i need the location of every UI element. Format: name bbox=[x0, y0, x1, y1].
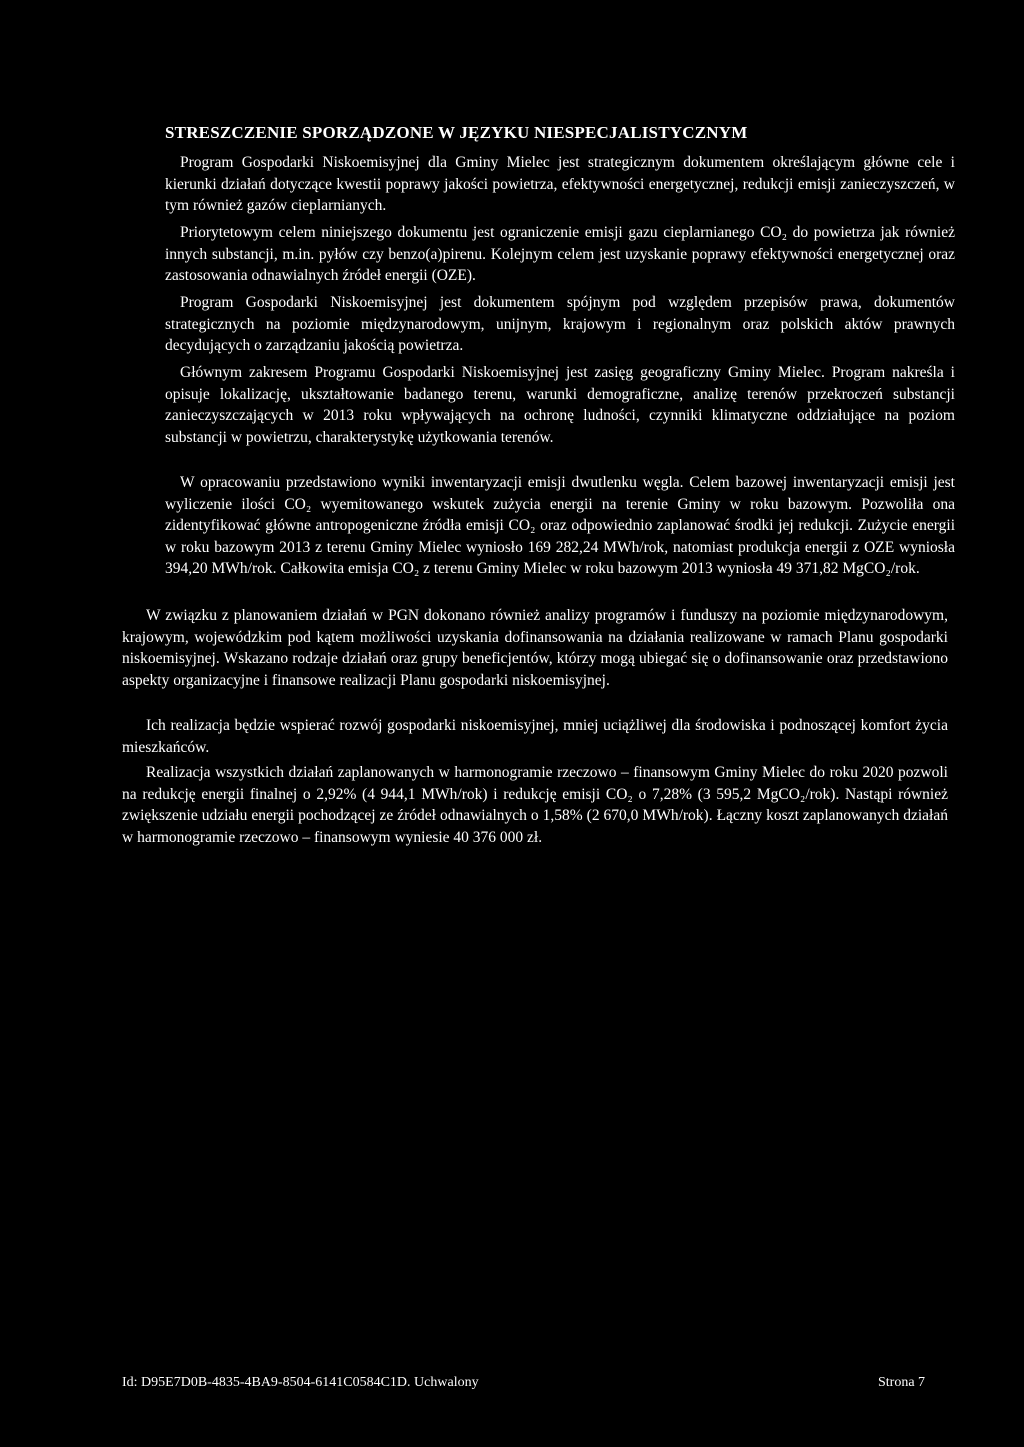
paragraph-scope: Głównym zakresem Programu Gospodarki Niskoemisyjnej jest zasięg geograficzny Gminy Mielec. Program nakreśla i opisuje lokalizację, ukształtowanie badanego terenu, warunki demograficzne, analizę terenów przekroczeń substancji zanieczyszczających w 2013 roku wpływających na ochronę ludności, czynniki klimatyczne oddziałujące na poziom substancji w powietrzu, charakterystykę użytkowania terenów. bbox=[165, 364, 955, 446]
paragraph-coherence: Program Gospodarki Niskoemisyjnej jest dokumentem spójnym pod względem przepisów prawa, dokumentów strategicznych na poziomie międzynarodowym, unijnym, krajowym i regionalnym oraz polskich aktów prawnych decydujących o zarządzaniu jakością powietrza. bbox=[165, 294, 955, 354]
paragraph-funding: W związku z planowaniem działań w PGN dokonano również analizy programów i funduszy na poziomie międzynarodowym, krajowym, wojewódzkim pod kątem możliwości uzyskania dofinansowania na działania realizowane w ramach Planu gospodarki niskoemisyjnej. Wskazano rodzaje działań oraz grupy beneficjentów, którzy mogą ubiegać się o dofinansowanie oraz przedstawiono aspekty organizacyjne i finansowe realizacji Planu gospodarki niskoemisyjnej. bbox=[122, 607, 948, 689]
page-heading: STRESZCZENIE SPORZĄDZONE W JĘZYKU NIESPECJALISTYCZNYM bbox=[165, 123, 748, 142]
paragraph-intro: Program Gospodarki Niskoemisyjnej dla Gminy Mielec jest strategicznym dokumentem określającym główne cele i kierunki działań dotyczące kwestii poprawy jakości powietrza, efektywności energetycznej, redukcji emisji zanieczyszczeń, w tym również gazów cieplarnianych. bbox=[165, 154, 955, 214]
paragraph-priorities: Priorytetowym celem niniejszego dokumentu jest ograniczenie emisji gazu cieplarnianego CO₂ do powietrza jak również innych substancji, m.in. pyłów czy benzo(a)pirenu. Kolejnym celem jest uzyskanie poprawy efektywności energetycznej oraz zastosowania odnawialnych źródeł energii (OZE). bbox=[165, 224, 955, 284]
footer-document-id: Id: D95E7D0B-4835-4BA9-8504-6141C0584C1D. Uchwalony bbox=[122, 1375, 479, 1390]
paragraph-inventory: W opracowaniu przedstawiono wyniki inwentaryzacji emisji dwutlenku węgla. Celem bazowej inwentaryzacji emisji jest wyliczenie ilości CO₂ wyemitowanego wskutek zużycia energii na terenie Gminy w roku bazowym. Pozwoliła ona zidentyfikować główne antropogeniczne źródła emisji CO₂ oraz odpowiednio zaplanować środki jej redukcji. Zużycie energii w roku bazowym 2013 z terenu Gminy Mielec wyniosło 169 282,24 MWh/rok, natomiast produkcja energii z OZE wyniosła 394,20 MWh/rok. Całkowita emisja CO₂ z terenu Gminy Mielec w roku bazowym 2013 wyniosła 49 371,82 MgCO₂/rok. bbox=[165, 474, 955, 577]
paragraph-results: Realizacja wszystkich działań zaplanowanych w harmonogramie rzeczowo – finansowym Gminy Mielec do roku 2020 pozwoli na redukcję energii finalnej o 2,92% (4 944,1 MWh/rok) i redukcję emisji CO₂ o 7,28% (3 595,2 MgCO₂/rok). Nastąpi również zwiększenie udziału energii pochodzącej ze źródeł odnawialnych o 1,58% (2 670,0 MWh/rok). Łączny koszt zaplanowanych działań w harmonogramie rzeczowo – finansowym wyniesie 40 376 000 zł. bbox=[122, 764, 948, 846]
paragraph-benefits: Ich realizacja będzie wspierać rozwój gospodarki niskoemisyjnej, mniej uciążliwej dla środowiska i podnoszącej komfort życia mieszkańców. bbox=[122, 717, 948, 756]
footer-page-number: Strona 7 bbox=[878, 1375, 926, 1390]
